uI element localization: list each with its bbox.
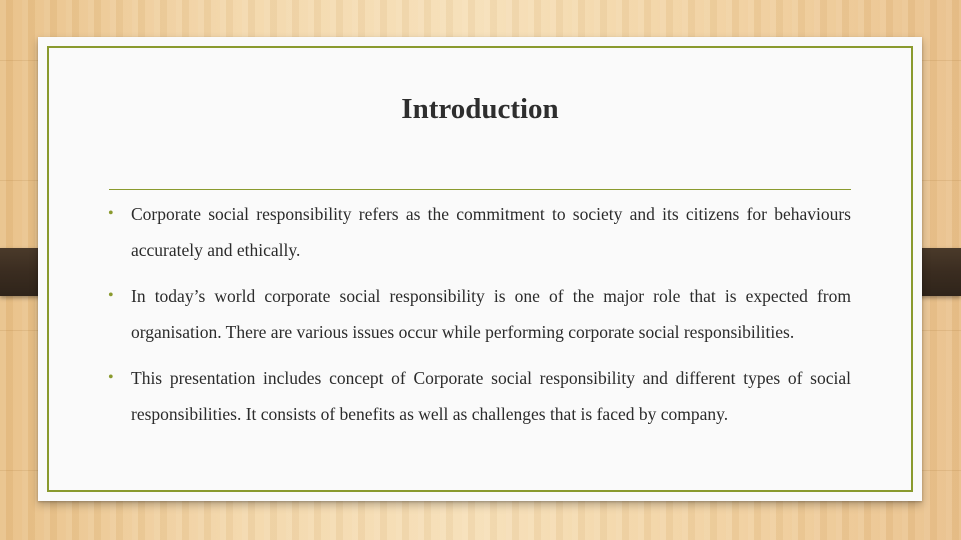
slide-title: Introduction (401, 93, 559, 125)
bullet-item (108, 278, 851, 350)
bullet-text: This presentation includes concept of Corporate social responsibility and different types of social responsibilities. It consists of benefits as well as challenges that is faced by company. (131, 368, 851, 424)
bullet-icon: • (108, 287, 114, 304)
bullet-item (108, 196, 851, 268)
bullet-item (108, 360, 851, 432)
bullet-list (108, 196, 851, 442)
bullet-text: Corporate social responsibility refers as the commitment to society and its citizens for behaviours accurately and ethically. (131, 204, 851, 260)
bullet-icon: • (108, 205, 114, 222)
slide-card (38, 37, 922, 501)
title-divider (109, 189, 851, 190)
bullet-text: In today’s world corporate social responsibility is one of the major role that is expected from organisation. There are various issues occur while performing corporate social responsibilities. (131, 286, 851, 342)
bullet-icon: • (108, 369, 114, 386)
